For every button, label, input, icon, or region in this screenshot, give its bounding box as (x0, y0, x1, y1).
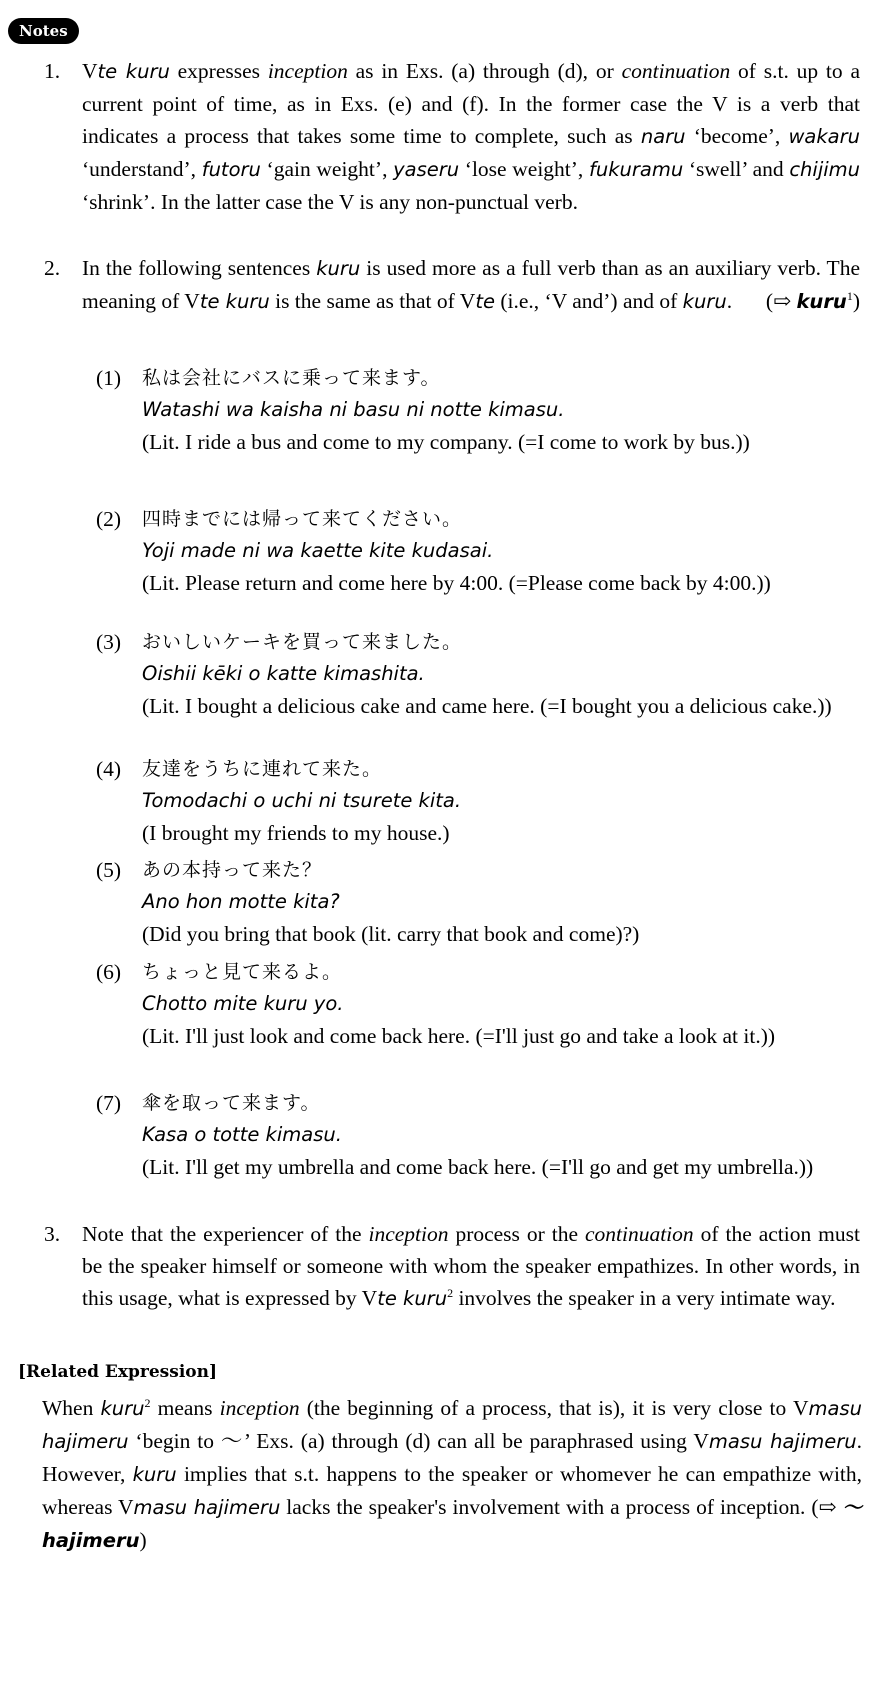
example-5 (96, 854, 860, 950)
example-number: (4) (96, 757, 122, 781)
cross-reference: (⇨ kuru$^1$) (765, 288, 860, 313)
example-6 (96, 956, 860, 1052)
note-3-text: Note that the experiencer of the inception process or the continuation of the action must be the speaker himself or someone with whom the speaker empathizes. In other words, in this usage, what is expressed by Vte kuru$^2$ involves the speaker in a very intimate way. (82, 1222, 860, 1310)
english-translation: (Lit. I ride a bus and come to my company. (=I come to work by bus.)) (142, 430, 750, 454)
japanese-sentence: 友達をうちに連れて来た。 (142, 758, 383, 780)
english-translation: (I brought my friends to my house.) (142, 821, 450, 845)
cross-reference: (⇨ ～hajimeru) (42, 1495, 862, 1552)
note-3-number: 3. (44, 1222, 61, 1246)
example-number: (2) (96, 507, 122, 531)
romaji-sentence: Watashi wa kaisha ni basu ni notte kimasu. (142, 398, 565, 421)
note-1 (44, 55, 860, 218)
japanese-sentence: ちょっと見て来るよ。 (142, 961, 343, 983)
notes-badge: Notes (8, 18, 79, 44)
japanese-sentence: あの本持って来た？ (142, 859, 323, 881)
example-2 (96, 503, 860, 599)
romaji-sentence: Tomodachi o uchi ni tsurete kita. (142, 789, 462, 812)
related-expression-heading: [Related Expression] (18, 1362, 218, 1382)
example-7 (96, 1087, 860, 1183)
note-3 (44, 1218, 860, 1315)
romaji-sentence: Ano hon motte kita? (142, 890, 340, 913)
english-translation: (Did you bring that book (lit. carry that book and come)?) (142, 922, 640, 946)
note-2 (44, 252, 860, 318)
example-number: (5) (96, 858, 122, 882)
example-1 (96, 362, 860, 458)
example-number: (3) (96, 630, 122, 654)
romaji-sentence: Yoji made ni wa kaette kite kudasai. (142, 539, 494, 562)
note-2-number: 2. (44, 256, 61, 280)
example-number: (6) (96, 960, 122, 984)
romaji-sentence: Chotto mite kuru yo. (142, 992, 344, 1015)
japanese-sentence: 私は会社にバスに乗って来ます。 (142, 367, 441, 389)
example-number: (7) (96, 1091, 122, 1115)
example-number: (1) (96, 366, 122, 390)
english-translation: (Lit. Please return and come here by 4:00. (=Please come back by 4:00.)) (142, 571, 771, 595)
example-3 (96, 626, 860, 722)
japanese-sentence: 傘を取って来ます。 (142, 1092, 321, 1114)
english-translation: (Lit. I bought a delicious cake and came here. (=I bought you a delicious cake.)) (142, 694, 832, 718)
romaji-sentence: Oishii kēki o katte kimashita. (142, 662, 425, 685)
related-expression-text: When kuru$^2$ means inception (the beginning of a process, that is), it is very close to Vmasu hajimeru ‘begin to ～’ Exs. (a) through (d) can all be paraphrased using Vmasu hajimeru. However, kuru implies that s.t. happens to the speaker or whomever he can empathize with, whereas Vmasu hajimeru lacks the speaker's involvement with a process of inception. (⇨ ～hajimeru) (42, 1395, 863, 1552)
note-1-number: 1. (44, 59, 61, 83)
japanese-sentence: 四時までには帰って来てください。 (142, 508, 463, 530)
english-translation: (Lit. I'll just look and come back here. (=I'll just go and take a look at it.)) (142, 1024, 776, 1048)
note-1-text: Vte kuru expresses inception as in Exs. (a) through (d), or continuation of s.t. up to a current point of time, as in Exs. (e) and (f). In the former case the V is a verb that indicates a process that takes some time to complete, such as naru ‘become’, wakaru ‘understand’, futoru ‘gain weight’, yaseru ‘lose weight’, fukuramu ‘swell’ and chijimu ‘shrink’. In the latter case the V is any non-punctual verb. (82, 59, 861, 214)
japanese-sentence: おいしいケーキを買って来ました。 (142, 631, 463, 653)
example-4 (96, 753, 860, 849)
romaji-sentence: Kasa o totte kimasu. (142, 1123, 342, 1146)
english-translation: (Lit. I'll get my umbrella and come back here. (=I'll go and get my umbrella.)) (142, 1155, 814, 1179)
note-2-text: In the following sentences kuru is used more as a full verb than as an auxiliary verb. The meaning of Vte kuru is the same as that of Vte (i.e., ‘V and’) and of kuru. (⇨ kuru$^1$) (82, 252, 860, 318)
